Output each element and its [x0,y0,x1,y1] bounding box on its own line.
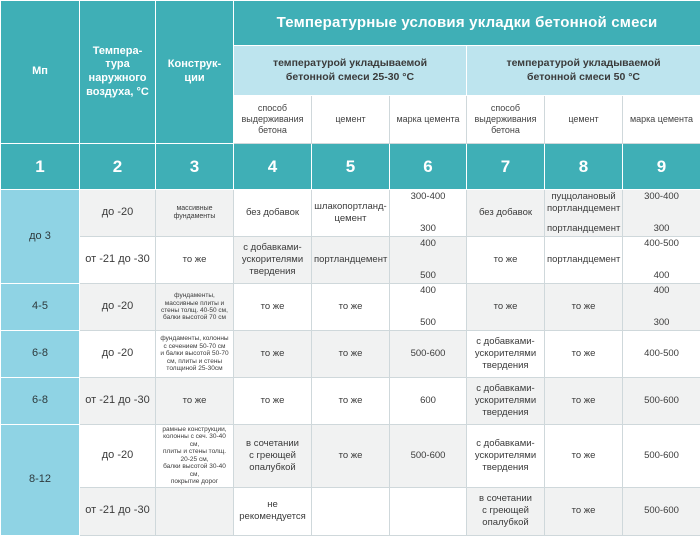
table-row [1,378,700,425]
air-temperature-cell: от -21 до -30 [80,378,156,425]
table-row [1,425,700,488]
method-cell: то же [234,378,312,425]
subheader-cement-a: цемент [312,96,390,144]
header-group-50: температурой укладываемой бетонной смеси 50 °С [467,46,700,96]
header-group-25-30: температурой укладываемой бетонной смеси 25-30 °С [234,46,467,96]
mp-cell: 6-8 [1,378,80,425]
method-cell: то же [234,331,312,378]
grade-cell: 500-600 [623,487,700,535]
grade-cell: 500-600 [623,425,700,488]
method-cell: с добавками- ускорителями твердения [234,237,312,284]
column-number: 9 [623,144,700,190]
column-number: 8 [545,144,623,190]
subheader-grade-b: марка цемента [623,96,700,144]
header-constructions: Конструк- ции [156,1,234,144]
table-row [1,487,700,535]
subheader-grade-a: марка цемента [390,96,467,144]
construction-cell [156,487,234,535]
table-row [1,284,700,331]
grade-cell: 400 500 [390,284,467,331]
grade-cell [390,487,467,535]
method-cell: то же [467,237,545,284]
grade-cell: 600 [390,378,467,425]
method-cell: в сочетании с греющей опалубкой [234,425,312,488]
mp-cell: до 3 [1,190,80,284]
method-cell: без добавок [467,190,545,237]
grade-cell: 400-500 400 [623,237,700,284]
method-cell: в сочетании с греющей опалубкой [467,487,545,535]
header-mp: Мп [1,1,80,144]
method-cell: с добавками- ускорителями твердения [467,331,545,378]
air-temperature-cell: до -20 [80,190,156,237]
column-number: 4 [234,144,312,190]
method-cell: с добавками- ускорителями твердения [467,378,545,425]
subheader-cement-b: цемент [545,96,623,144]
cement-cell: то же [312,378,390,425]
grade-cell: 500-600 [390,331,467,378]
cement-cell: то же [545,284,623,331]
air-temperature-cell: до -20 [80,331,156,378]
method-cell: с добавками- ускорителями твердения [467,425,545,488]
method-cell: без добавок [234,190,312,237]
cement-cell: то же [312,284,390,331]
table-title: Температурные условия укладки бетонной смеси [234,1,700,46]
cement-cell: то же [545,487,623,535]
cement-cell: портландцемент [545,237,623,284]
cement-cell: то же [545,378,623,425]
grade-cell: 300-400 300 [390,190,467,237]
grade-cell: 300-400 300 [623,190,700,237]
mp-cell: 6-8 [1,331,80,378]
grade-cell: 500-600 [390,425,467,488]
air-temperature-cell: от -21 до -30 [80,237,156,284]
construction-cell: рамные конструкции, колонны с сеч. 30-40 см, плиты и стены толщ. 20-25 см, балки высотой 30-40 см, покрытие дорог [156,425,234,488]
column-number: 1 [1,144,80,190]
cement-cell: то же [312,425,390,488]
table-row [1,331,700,378]
table-row [1,190,700,237]
cement-cell: то же [545,425,623,488]
grade-cell: 500-600 [623,378,700,425]
construction-cell: фундаменты, колонны с сечением 50-70 см и балки высотой 50-70 см, плиты и стены толщиной 25-30см [156,331,234,378]
mp-cell: 4-5 [1,284,80,331]
cement-cell: то же [312,331,390,378]
grade-cell: 400-500 [623,331,700,378]
method-cell: то же [234,284,312,331]
subheader-method-b: способ выдерживания бетона [467,96,545,144]
construction-cell: то же [156,378,234,425]
construction-cell: то же [156,237,234,284]
grade-cell: 400 500 [390,237,467,284]
method-cell: не рекомендуется [234,487,312,535]
mp-cell: 8-12 [1,425,80,536]
column-number: 5 [312,144,390,190]
column-number: 3 [156,144,234,190]
method-cell: то же [467,284,545,331]
column-number: 2 [80,144,156,190]
subheader-method-a: способ выдерживания бетона [234,96,312,144]
column-number: 6 [390,144,467,190]
cement-cell: то же [545,331,623,378]
table-row [1,237,700,284]
air-temperature-cell: от -21 до -30 [80,487,156,535]
grade-cell: 400 300 [623,284,700,331]
cement-cell: пуццолановый портландцемент портландцемент [545,190,623,237]
column-number: 7 [467,144,545,190]
construction-cell: массивные фундаменты [156,190,234,237]
construction-cell: фундаменты, массивные плиты и стены толщ. 40-50 см, балки высотой 70 см [156,284,234,331]
air-temperature-cell: до -20 [80,284,156,331]
header-air-temperature: Темпера- тура наружного воздуха, °С [80,1,156,144]
cement-cell: шлакопортланд- цемент [312,190,390,237]
air-temperature-cell: до -20 [80,425,156,488]
cement-cell: портландцемент [312,237,390,284]
cement-cell [312,487,390,535]
